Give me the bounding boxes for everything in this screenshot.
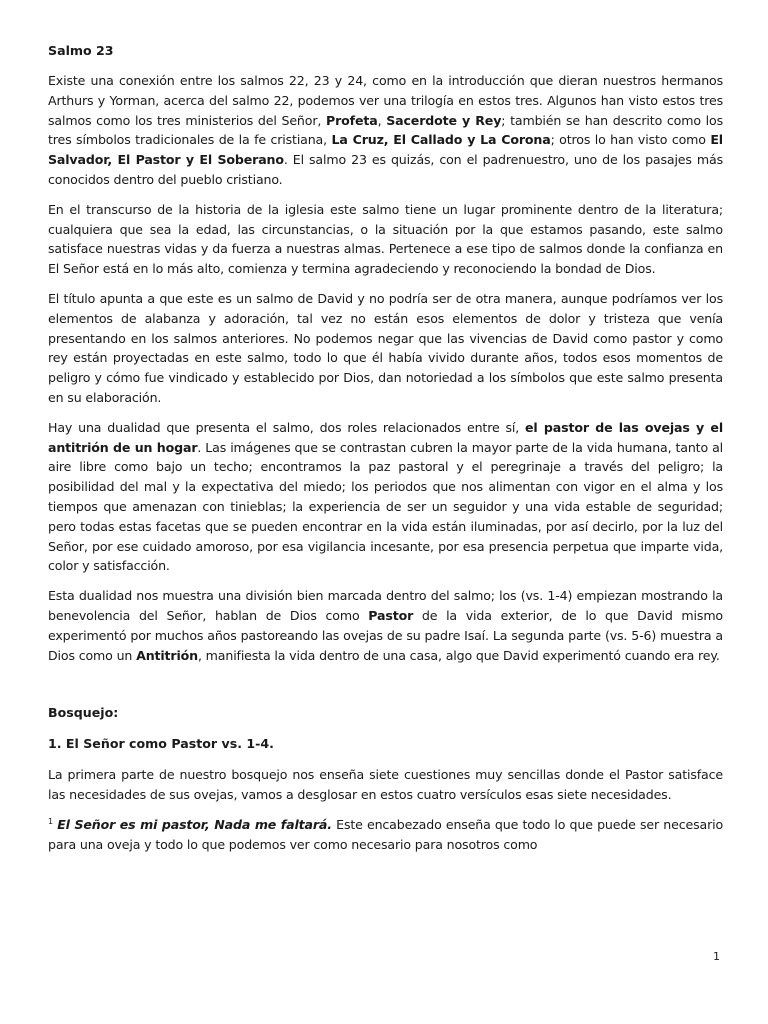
body-paragraph: [48, 586, 723, 665]
document-title: Salmo 23: [48, 43, 114, 58]
emphasis-text: el pastor de las ovejas y el antitrión de un hogar: [48, 419, 723, 455]
paragraph-text: Hay una dualidad que presenta el salmo, dos roles relacionados entre sí,: [48, 419, 526, 435]
emphasis-text: Profeta: [325, 112, 378, 128]
paragraph-text: ; otros lo han visto como: [550, 132, 711, 148]
emphasis-text: La Cruz, El Callado y La Corona: [331, 132, 551, 148]
paragraph-text: , manifiesta la vida dentro de una casa, algo que David experimentó cuando era rey.: [197, 647, 720, 663]
section-paragraph: La primera parte de nuestro bosquejo nos enseña siete cuestiones muy sencillas donde el Pastor satisface las necesidades de sus ovejas, vamos a desglosar en estos cuatro versículos esas siete necesidades.: [48, 767, 723, 803]
emphasis-text: Pastor: [368, 607, 414, 623]
emphasis-text: Sacerdote y Rey: [386, 112, 502, 128]
verse-paragraph: [48, 815, 723, 855]
body-paragraph: [48, 71, 723, 190]
body-paragraph: [48, 289, 723, 408]
paragraph-text: ; también se han descrito como los tres símbolos tradicionales de la fe cristiana,: [48, 112, 723, 148]
verse-text: Este encabezado enseña que todo lo que puede ser necesario para una oveja y todo lo que podemos ver como necesario para nosotros como: [48, 816, 724, 852]
paragraph-text: El título apunta a que este es un salmo de David y no podría ser de otra manera, aunque podríamos ver los elementos de alabanza y adoración, tal vez no están esos elementos de dolor y tristeza que venía presentando en los salmos anteriores. No podemos negar que las vivencias de David como pastor y como rey están proyectadas en este salmo, todo lo que él había vivido durante años, todos esos momentos de peligro y cómo fue vindicado y establecido por Dios, dan notoriedad a los símbolos que este salmo presenta en su elaboración.: [48, 290, 723, 405]
paragraph-text: . El salmo 23 es quizás, con el padrenuestro, uno de los pasajes más conocidos dentro del pueblo cristiano.: [48, 152, 723, 187]
paragraph-text: Esta dualidad nos muestra una división bien marcada dentro del salmo; los (vs. 1-4) empiezan mostrando la benevolencia del Señor, hablan de Dios como: [48, 588, 723, 623]
body-paragraphs: [48, 71, 723, 665]
page-number: 1: [713, 950, 720, 963]
body-paragraph: [48, 200, 723, 279]
paragraph-text: ,: [377, 112, 387, 128]
emphasis-text: El Salvador, El Pastor y El Soberano: [48, 132, 723, 168]
emphasis-text: Antitrión: [136, 647, 198, 663]
section-spacer: [48, 675, 723, 703]
section-heading: 1. El Señor como Pastor vs. 1-4.: [48, 736, 274, 752]
document-page: [48, 42, 723, 865]
body-paragraph: [48, 418, 723, 576]
paragraph-text: Existe una conexión entre los salmos 22, 23 y 24, como en la introducción que dieran nuestros hermanos Arthurs y Yorman, acerca del salmo 22, podemos ver una trilogía en estos tres. Algunos han visto estos tres salmos como los tres ministerios del Señor,: [48, 73, 723, 128]
paragraph-text: . Las imágenes que se contrastan cubren la mayor parte de la vida humana, tanto al aire libre como bajo un techo; encontramos la paz pastoral y el peregrinaje a través del peligro; la posibilidad del mal y la expectativa del miedo; los periodos que nos alimentan con vigor en el alma y los tiempos que amenazan con tinieblas; la experiencia de ser un seguidor y una vida estable de seguridad; pero todas estas facetas que se pueden encontrar en la vida están iluminadas, por así decirlo, por la luz del Señor, por ese cuidado amoroso, por esa vigilancia incesante, por esa presencia perpetua que imparte vida, color y satisfacción.: [48, 439, 723, 574]
paragraph-text: En el transcurso de la historia de la iglesia este salmo tiene un lugar prominente dentro de la literatura; cualquiera que sea la edad, las circunstancias, o la situación por la que estamos pasando, este salmo satisface nuestras vidas y da fuerza a nuestras almas. Pertenece a ese tipo de salmos donde la confianza en El Señor está en lo más alto, comienza y termina agradeciendo y reconociendo la bondad de Dios.: [48, 201, 723, 277]
verse-quote: El Señor es mi pastor, Nada me faltará.: [57, 816, 332, 832]
paragraph-text: de la vida exterior, de lo que David mismo experimentó por muchos años pastoreando las ovejas de su padre Isaí. La segunda parte (vs. 5-6) muestra a Dios como un: [48, 607, 723, 663]
verse-number: 1: [48, 816, 53, 826]
outline-heading: Bosquejo:: [48, 705, 119, 721]
